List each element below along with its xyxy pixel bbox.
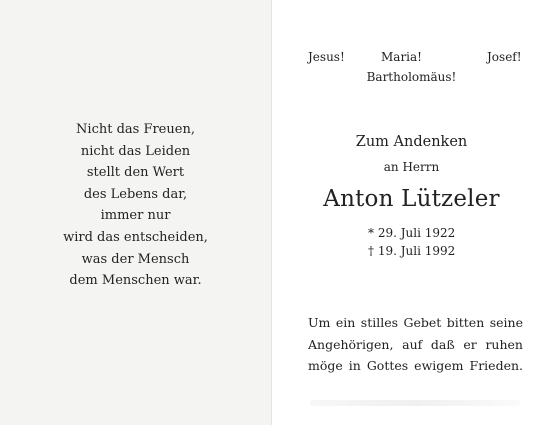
poem [0, 119, 271, 292]
memorial-title: Zum Andenken [355, 134, 468, 150]
poem-line: nicht das Leiden [80, 143, 191, 159]
prayer-line: Um ein stilles Gebet bitten seine [308, 315, 523, 330]
poem-line: dem Menschen war. [69, 273, 202, 289]
invocation-bartholomaeus: Bartholomäus! [366, 70, 457, 84]
poem-line: was der Mensch [81, 251, 190, 267]
death-date: † 19. Juli 1992 [368, 244, 456, 258]
prayer-line: möge in Gottes ewigem Frieden. [308, 358, 523, 373]
prayer-request [308, 312, 523, 377]
faint-print-mark [310, 400, 520, 406]
poem-line: des Lebens dar, [83, 186, 188, 202]
invocation-josef: Josef! [487, 50, 522, 64]
left-page [0, 0, 272, 425]
right-page [272, 0, 551, 425]
prayer-line: Angehörigen, auf daß er ruhen [308, 336, 523, 352]
invocation-jesus: Jesus! [308, 50, 345, 64]
memorial-subtitle: an Herrn [383, 160, 440, 174]
poem-line: wird das entscheiden, [63, 229, 208, 245]
deceased-name: Anton Lützeler [323, 186, 500, 212]
birth-date: * 29. Juli 1922 [368, 226, 456, 240]
invocation-maria: Maria! [381, 50, 422, 64]
poem-line: immer nur [100, 208, 171, 224]
poem-line: Nicht das Freuen, [76, 122, 195, 137]
poem-line: stellt den Wert [86, 165, 185, 181]
